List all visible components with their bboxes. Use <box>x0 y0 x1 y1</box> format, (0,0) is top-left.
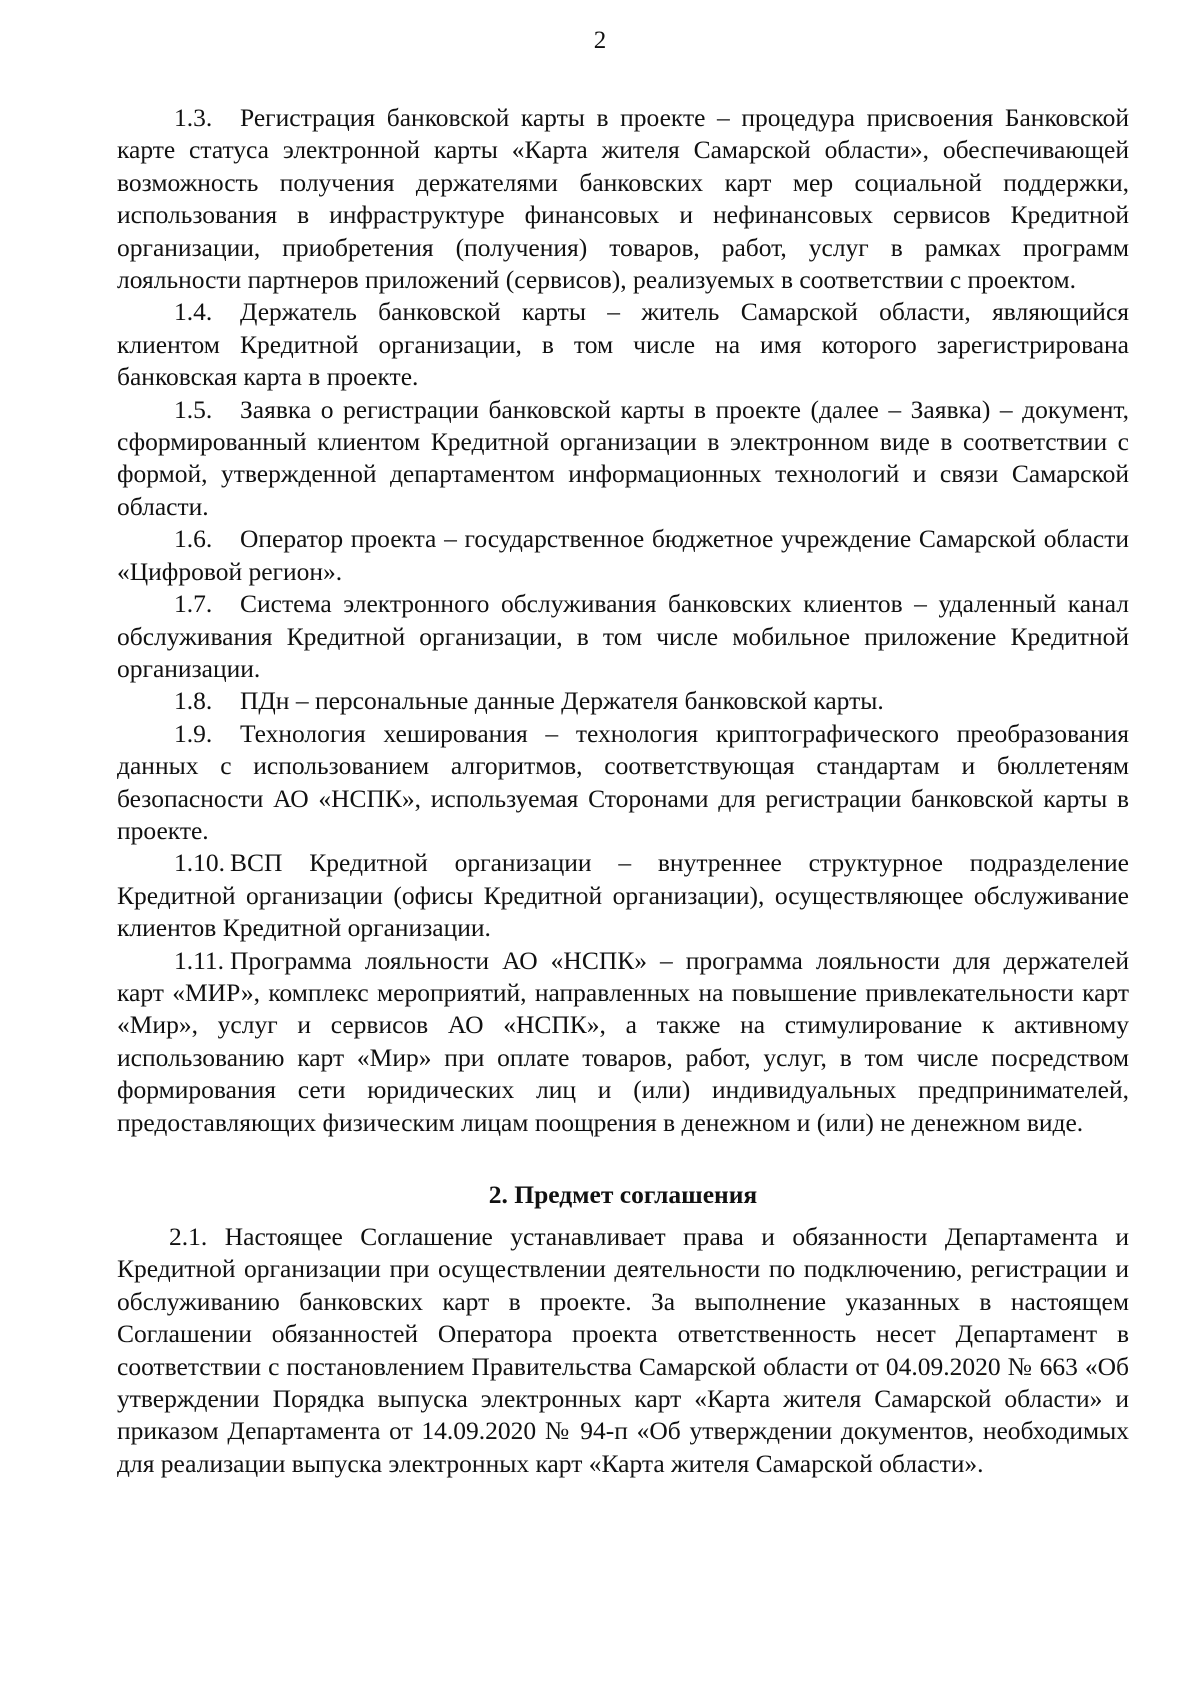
document-body <box>117 102 1129 1480</box>
clause-number: 2.1. <box>169 1222 208 1251</box>
clause-number: 1.11. <box>174 945 225 975</box>
clause-text: Система электронного обслуживания банковских клиентов – удаленный канал обслуживания Кредитной организации, в том числе мобильное приложение Кредитной организации. <box>117 589 1129 683</box>
clause-text: Оператор проекта – государственное бюджетное учреждение Самарской области «Цифровой регион». <box>117 524 1129 586</box>
definition-1-7 <box>117 588 1129 685</box>
definition-1-3 <box>117 102 1129 296</box>
clause-text: Программа лояльности АО «НСПК» – программа лояльности для держателей карт «МИР», комплекс мероприятий, направленных на повышение привлекательности карт «Мир», услуг и сервисов АО «НСПК», а также на стимулирование к активному использованию карт «Мир» при оплате товаров, работ, услуг, в том числе посредством формирования сети юридических лиц и (или) индивидуальных предпринимателей, предоставляющих физическим лицам поощрения в денежном и (или) не денежном виде. <box>117 945 1129 1137</box>
definition-1-11 <box>117 945 1129 1139</box>
definition-1-4 <box>117 296 1129 393</box>
definition-1-8 <box>117 685 1129 717</box>
clause-number: 1.8. <box>174 686 213 716</box>
clause-text: ВСП Кредитной организации – внутреннее структурное подразделение Кредитной организации (офисы Кредитной организации), осуществляющее обслуживание клиентов Кредитной организации. <box>117 848 1129 943</box>
section-paragraph-2-1 <box>117 1221 1129 1480</box>
clause-text: Заявка о регистрации банковской карты в проекте (далее – Заявка) – документ, сформированный клиентом Кредитной организации в электронном виде в соответствии с формой, утвержденной департаментом информационных технологий и связи Самарской области. <box>117 394 1129 521</box>
clause-number: 1.4. <box>174 297 213 327</box>
definition-1-9 <box>117 718 1129 848</box>
section-title: 2. Предмет соглашения <box>488 1180 758 1209</box>
clause-text: Технология хеширования – технология криптографического преобразования данных с использованием алгоритмов, соответствующая стандартам и бюллетеням безопасности АО «НСПК», используемая Сторонами для регистрации банковской карты в проекте. <box>117 718 1129 845</box>
page-number: 2 <box>593 27 607 54</box>
clause-number: 1.7. <box>174 589 213 619</box>
clause-text: Регистрация банковской карты в проекте – процедура присвоения Банковской карте статуса электронной карты «Карта жителя Самарской области», обеспечивающей возможность получения держателями банковских карт мер социальной поддержки, использования в инфраструктуре финансовых и нефинансовых сервисов Кредитной организации, приобретения (получения) товаров, работ, услуг в рамках программ лояльности партнеров приложений (сервисов), реализуемых в соответствии с проектом. <box>117 103 1129 295</box>
clause-number: 1.10. <box>174 848 225 878</box>
clause-text: Держатель банковской карты – житель Самарской области, являющийся клиентом Кредитной организации, в том числе на имя которого зарегистрирована банковская карта в проекте. <box>117 297 1129 392</box>
clause-number: 1.9. <box>174 718 213 748</box>
clause-number: 1.3. <box>174 103 213 132</box>
definition-1-10 <box>117 847 1129 944</box>
clause-text: Настоящее Соглашение устанавливает права и обязанности Департамента и Кредитной организации при осуществлении деятельности по подключению, регистрации и обслуживанию банковских карт в проекте. За выполнение указанных в настоящем Соглашении обязанностей Оператора проекта ответственность несет Департамент в соответствии с постановлением Правительства Самарской области от 04.09.2020 № 663 «Об утверждении Порядка выпуска электронных карт «Карта жителя Самарской области» и приказом Департамента от 14.09.2020 № 94-п «Об утверждении документов, необходимых для реализации выпуска электронных карт «Карта жителя Самарской области». <box>117 1222 1129 1478</box>
clause-text: ПДн – персональные данные Держателя банковской карты. <box>240 686 884 716</box>
definition-1-6 <box>117 523 1129 588</box>
definition-1-5 <box>117 394 1129 524</box>
clause-number: 1.5. <box>174 394 213 424</box>
clause-number: 1.6. <box>174 524 213 554</box>
